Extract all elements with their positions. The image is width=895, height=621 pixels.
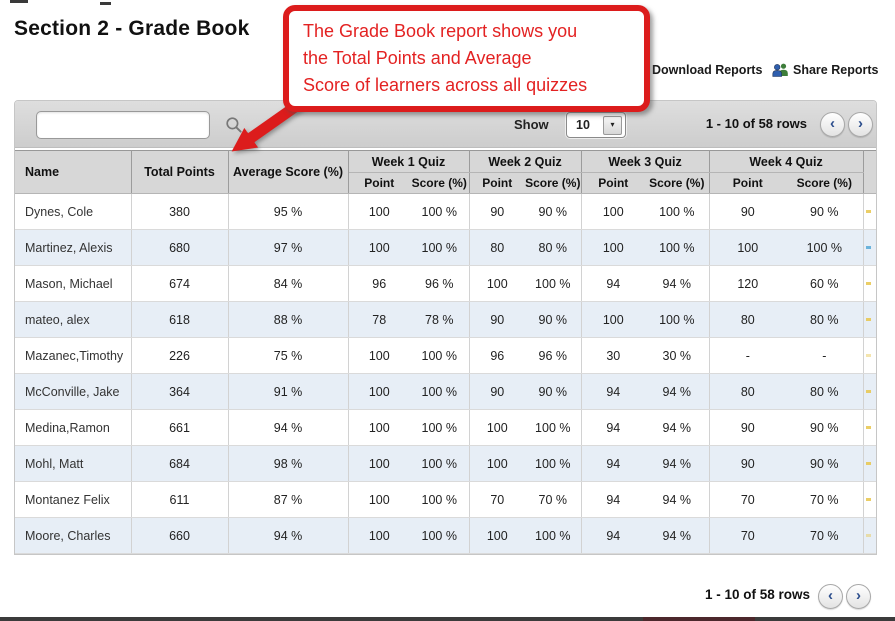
grade-table-body	[15, 194, 876, 554]
student-name-cell: Mazanec,Timothy	[15, 338, 131, 374]
cutoff-strip-cell	[863, 230, 876, 266]
quiz-score-cell: 100 %	[410, 374, 469, 410]
subheader-week4-point[interactable]: Point	[709, 173, 786, 194]
quiz-point-cell: 90	[469, 374, 525, 410]
student-name-cell: Mason, Michael	[15, 266, 131, 302]
quiz-score-cell: 90 %	[525, 194, 581, 230]
total-points-cell: 684	[131, 446, 228, 482]
quiz-point-cell: 80	[709, 374, 786, 410]
total-points-cell: 674	[131, 266, 228, 302]
quiz-point-cell: 78	[348, 302, 410, 338]
quiz-score-cell: 90 %	[525, 374, 581, 410]
cutoff-artifact-mark	[866, 354, 871, 357]
column-group-week3-quiz: Week 3 Quiz	[581, 151, 709, 173]
quiz-point-cell: 100	[709, 230, 786, 266]
cutoff-strip-cell	[863, 338, 876, 374]
quiz-score-cell: 80 %	[786, 302, 863, 338]
quiz-score-cell: 96 %	[410, 266, 469, 302]
quiz-point-cell: 100	[581, 194, 645, 230]
cutoff-strip-cell	[863, 302, 876, 338]
share-reports-label: Share Reports	[793, 63, 879, 77]
average-score-cell: 91 %	[228, 374, 348, 410]
average-score-cell: 95 %	[228, 194, 348, 230]
page-size-dropdown-button[interactable]	[603, 116, 622, 135]
average-score-cell: 87 %	[228, 482, 348, 518]
quiz-point-cell: 100	[348, 446, 410, 482]
share-reports-link[interactable]	[772, 63, 878, 77]
quiz-score-cell: 100 %	[410, 518, 469, 554]
quiz-score-cell: 100 %	[645, 302, 709, 338]
quiz-score-cell: 100 %	[410, 338, 469, 374]
quiz-point-cell: 100	[581, 302, 645, 338]
quiz-score-cell: 94 %	[645, 374, 709, 410]
quiz-score-cell: 100 %	[410, 482, 469, 518]
next-page-button-top[interactable]	[848, 112, 873, 137]
cutoff-strip-cell	[863, 266, 876, 302]
table-row	[15, 482, 876, 518]
column-group-week2-quiz: Week 2 Quiz	[469, 151, 581, 173]
quiz-score-cell: 80 %	[786, 374, 863, 410]
column-group-week1-quiz: Week 1 Quiz	[348, 151, 469, 173]
average-score-cell: 98 %	[228, 446, 348, 482]
cutoff-strip-cell	[863, 482, 876, 518]
prev-page-button-top[interactable]	[820, 112, 845, 137]
window-bottom-edge	[0, 617, 895, 621]
chevron-right-icon: ›	[856, 587, 861, 604]
cutoff-artifact-mark	[866, 426, 871, 429]
page-size-value: 10	[576, 118, 590, 132]
average-score-cell: 75 %	[228, 338, 348, 374]
crop-artifact	[100, 2, 111, 5]
subheader-week3-score[interactable]: Score (%)	[645, 173, 709, 194]
grade-table	[15, 150, 876, 554]
quiz-score-cell: 60 %	[786, 266, 863, 302]
next-page-button-bottom[interactable]	[846, 584, 871, 609]
quiz-point-cell: 90	[469, 302, 525, 338]
student-name-cell: mateo, alex	[15, 302, 131, 338]
quiz-score-cell: 70 %	[786, 518, 863, 554]
quiz-point-cell: 94	[581, 446, 645, 482]
quiz-point-cell: 94	[581, 374, 645, 410]
quiz-score-cell: 94 %	[645, 410, 709, 446]
quiz-score-cell: 94 %	[645, 482, 709, 518]
quiz-point-cell: 90	[709, 194, 786, 230]
quiz-score-cell: 94 %	[645, 518, 709, 554]
quiz-point-cell: 100	[348, 482, 410, 518]
row-range-text-bottom: 1 - 10 of 58 rows	[704, 587, 810, 602]
student-name-cell: Medina,Ramon	[15, 410, 131, 446]
download-reports-link[interactable]	[652, 63, 762, 77]
student-name-cell: Martinez, Alexis	[15, 230, 131, 266]
search-input[interactable]	[45, 114, 225, 136]
quiz-score-cell: 90 %	[786, 446, 863, 482]
chevron-down-icon: ▾	[610, 120, 615, 129]
quiz-score-cell: 100 %	[525, 518, 581, 554]
average-score-cell: 88 %	[228, 302, 348, 338]
average-score-cell: 94 %	[228, 518, 348, 554]
download-reports-label: Download Reports	[652, 63, 763, 77]
student-name-cell: Mohl, Matt	[15, 446, 131, 482]
row-range-text-top: 1 - 10 of 58 rows	[705, 116, 807, 131]
quiz-score-cell: 100 %	[525, 410, 581, 446]
quiz-score-cell: 100 %	[525, 446, 581, 482]
subheader-week2-score[interactable]: Score (%)	[525, 173, 581, 194]
table-row	[15, 302, 876, 338]
quiz-score-cell: 96 %	[525, 338, 581, 374]
quiz-point-cell: 70	[469, 482, 525, 518]
quiz-score-cell: 100 %	[410, 446, 469, 482]
quiz-score-cell: 90 %	[786, 194, 863, 230]
annotation-line: Score of learners across all quizzes	[303, 75, 588, 95]
crop-artifact	[10, 0, 28, 3]
quiz-point-cell: 100	[581, 230, 645, 266]
table-row	[15, 374, 876, 410]
cutoff-artifact-mark	[866, 246, 871, 249]
cutoff-artifact-mark	[866, 282, 871, 285]
quiz-point-cell: 80	[469, 230, 525, 266]
quiz-point-cell: -	[709, 338, 786, 374]
quiz-point-cell: 100	[348, 230, 410, 266]
quiz-score-cell: 100 %	[410, 230, 469, 266]
cutoff-strip-cell	[863, 446, 876, 482]
quiz-point-cell: 90	[709, 410, 786, 446]
quiz-score-cell: 94 %	[645, 446, 709, 482]
quiz-score-cell: 70 %	[786, 482, 863, 518]
student-name-cell: Moore, Charles	[15, 518, 131, 554]
page-title: Section 2 - Grade Book	[14, 17, 250, 40]
quiz-score-cell: 100 %	[525, 266, 581, 302]
quiz-point-cell: 96	[469, 338, 525, 374]
chevron-right-icon: ›	[858, 115, 863, 132]
cutoff-artifact-mark	[866, 390, 871, 393]
gradebook-panel	[14, 100, 877, 555]
column-header-average-score[interactable]: Average Score (%)	[228, 151, 348, 194]
cutoff-strip-cell	[863, 518, 876, 554]
cutoff-strip-cell	[863, 374, 876, 410]
quiz-point-cell: 90	[469, 194, 525, 230]
subheader-week3-point[interactable]: Point	[581, 173, 645, 194]
quiz-point-cell: 96	[348, 266, 410, 302]
quiz-point-cell: 100	[348, 410, 410, 446]
student-name-cell: McConville, Jake	[15, 374, 131, 410]
cutoff-column-header	[863, 151, 876, 194]
quiz-score-cell: 100 %	[786, 230, 863, 266]
quiz-point-cell: 100	[348, 518, 410, 554]
quiz-score-cell: 70 %	[525, 482, 581, 518]
show-label: Show	[514, 117, 549, 132]
total-points-cell: 611	[131, 482, 228, 518]
share-people-icon	[772, 63, 789, 77]
average-score-cell: 84 %	[228, 266, 348, 302]
column-header-total-points[interactable]: Total Points	[131, 151, 228, 194]
quiz-point-cell: 100	[348, 194, 410, 230]
quiz-point-cell: 90	[709, 446, 786, 482]
total-points-cell: 226	[131, 338, 228, 374]
quiz-point-cell: 100	[469, 446, 525, 482]
quiz-score-cell: 100 %	[410, 194, 469, 230]
table-row	[15, 410, 876, 446]
total-points-cell: 660	[131, 518, 228, 554]
table-row	[15, 266, 876, 302]
chevron-left-icon: ‹	[830, 115, 835, 132]
cutoff-artifact-mark	[866, 462, 871, 465]
quiz-point-cell: 94	[581, 410, 645, 446]
total-points-cell: 661	[131, 410, 228, 446]
quiz-point-cell: 80	[709, 302, 786, 338]
student-name-cell: Dynes, Cole	[15, 194, 131, 230]
cutoff-artifact-mark	[866, 318, 871, 321]
quiz-point-cell: 70	[709, 482, 786, 518]
quiz-point-cell: 100	[469, 410, 525, 446]
quiz-point-cell: 120	[709, 266, 786, 302]
cutoff-strip-cell	[863, 194, 876, 230]
table-row	[15, 338, 876, 374]
average-score-cell: 94 %	[228, 410, 348, 446]
subheader-week1-point[interactable]: Point	[348, 173, 410, 194]
annotation-callout	[283, 5, 650, 112]
student-name-cell: Montanez Felix	[15, 482, 131, 518]
quiz-point-cell: 100	[469, 518, 525, 554]
total-points-cell: 680	[131, 230, 228, 266]
quiz-score-cell: -	[786, 338, 863, 374]
column-group-week4-quiz: Week 4 Quiz	[709, 151, 863, 173]
quiz-score-cell: 90 %	[525, 302, 581, 338]
quiz-score-cell: 90 %	[786, 410, 863, 446]
page-size-select[interactable]	[566, 112, 626, 138]
quiz-point-cell: 70	[709, 518, 786, 554]
cutoff-artifact-mark	[866, 534, 871, 537]
table-row	[15, 446, 876, 482]
quiz-score-cell: 78 %	[410, 302, 469, 338]
average-score-cell: 97 %	[228, 230, 348, 266]
prev-page-button-bottom[interactable]	[818, 584, 843, 609]
table-row	[15, 230, 876, 266]
cutoff-artifact-mark	[866, 210, 871, 213]
quiz-point-cell: 94	[581, 266, 645, 302]
quiz-point-cell: 30	[581, 338, 645, 374]
quiz-point-cell: 94	[581, 482, 645, 518]
quiz-score-cell: 100 %	[410, 410, 469, 446]
cutoff-strip-cell	[863, 410, 876, 446]
cutoff-artifact-mark	[866, 498, 871, 501]
total-points-cell: 364	[131, 374, 228, 410]
quiz-score-cell: 80 %	[525, 230, 581, 266]
search-box[interactable]	[36, 111, 210, 139]
chevron-left-icon: ‹	[828, 587, 833, 604]
subheader-week1-score[interactable]: Score (%)	[410, 173, 469, 194]
quiz-point-cell: 94	[581, 518, 645, 554]
window-bottom-edge-accent	[643, 617, 755, 621]
quiz-point-cell: 100	[348, 374, 410, 410]
total-points-cell: 380	[131, 194, 228, 230]
table-row	[15, 194, 876, 230]
subheader-week2-point[interactable]: Point	[469, 173, 525, 194]
total-points-cell: 618	[131, 302, 228, 338]
quiz-score-cell: 100 %	[645, 230, 709, 266]
quiz-point-cell: 100	[348, 338, 410, 374]
annotation-line: the Total Points and Average	[303, 48, 532, 68]
quiz-score-cell: 100 %	[645, 194, 709, 230]
quiz-point-cell: 100	[469, 266, 525, 302]
annotation-line: The Grade Book report shows you	[303, 21, 578, 41]
quiz-score-cell: 94 %	[645, 266, 709, 302]
quiz-score-cell: 30 %	[645, 338, 709, 374]
subheader-week4-score[interactable]: Score (%)	[786, 173, 863, 194]
column-header-name[interactable]: Name	[15, 151, 131, 194]
table-row	[15, 518, 876, 554]
